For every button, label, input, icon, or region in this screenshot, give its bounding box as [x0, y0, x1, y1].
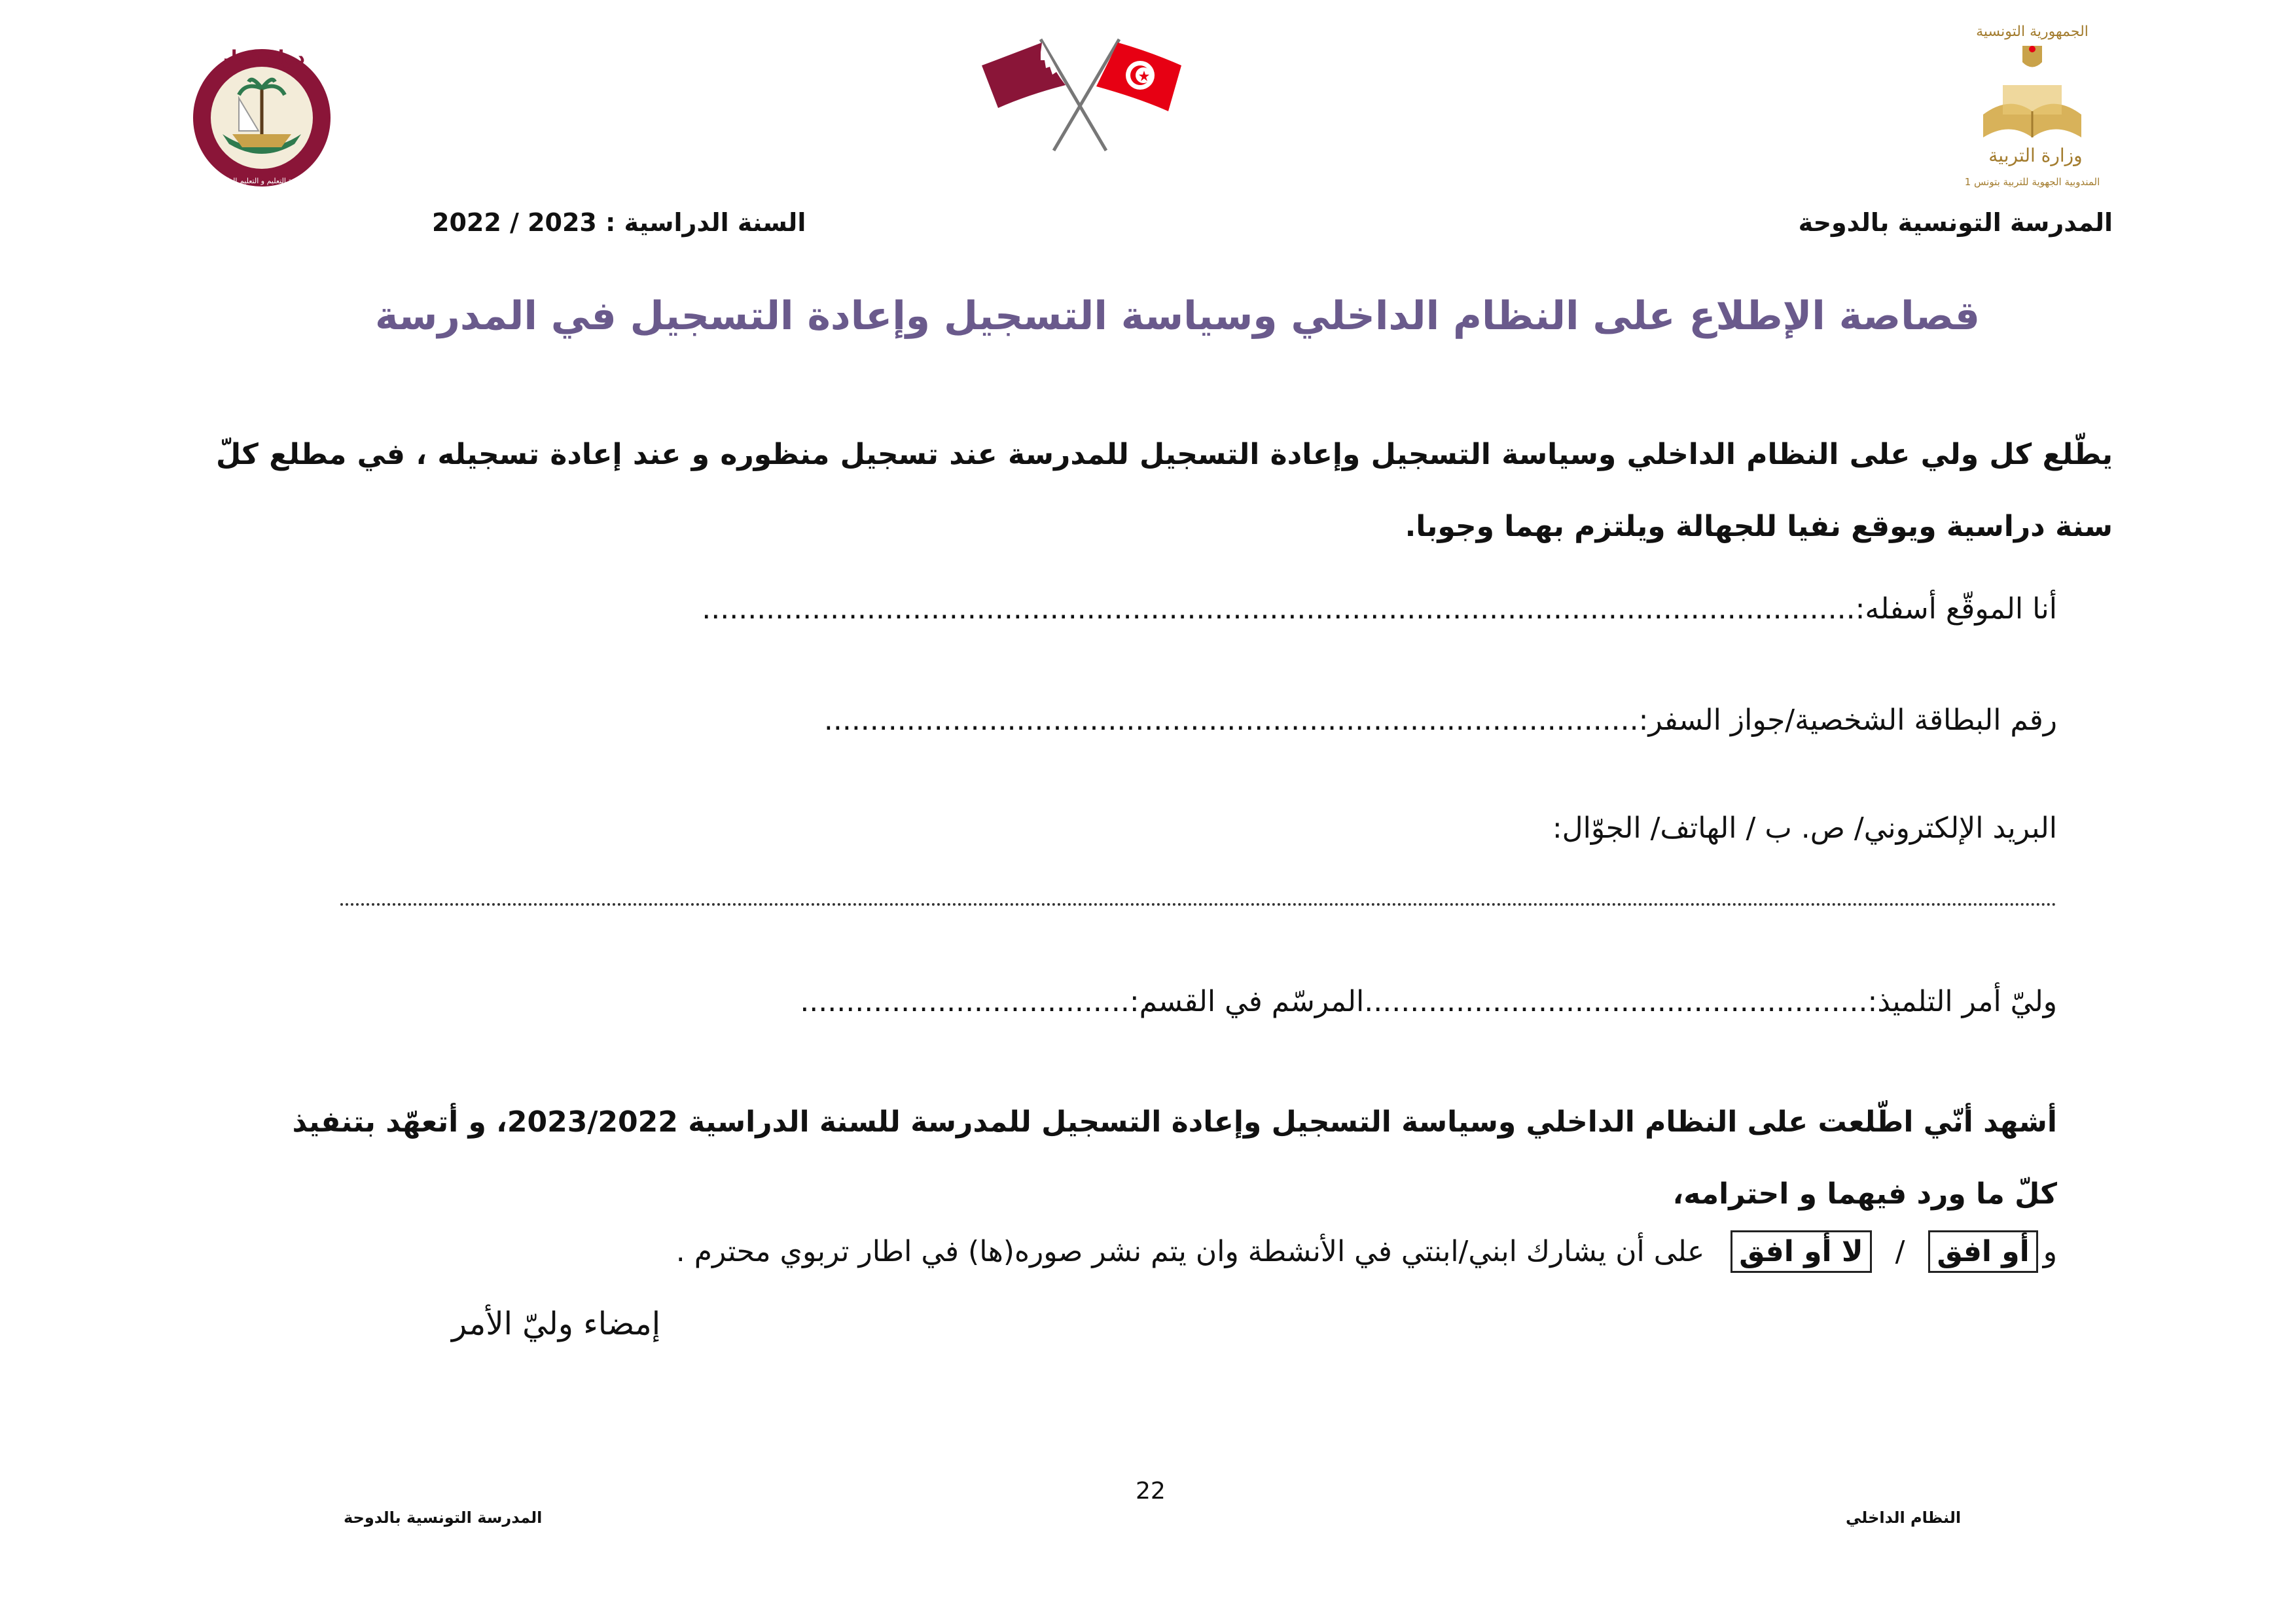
signer-field[interactable] [702, 592, 2057, 626]
id-dots: ......................................................................................... [823, 704, 1639, 737]
qatar-ministry-logo [177, 36, 347, 193]
class-label: المرسّم في القسم: [1129, 985, 1365, 1018]
footer-section-name: النظام الداخلي [1846, 1508, 1962, 1527]
contact-dotted-line[interactable] [340, 903, 2057, 906]
guardian-class-field[interactable] [800, 985, 2057, 1018]
document-title: قصاصة الإطلاع على النظام الداخلي وسياسة التسجيل وإعادة التسجيل في المدرسة [374, 293, 1981, 339]
consent-text: على أن يشارك ابني/ابنتي في الأنشطة وان يتم نشر صوره(ها) في اطار تربوي محترم . [675, 1235, 1705, 1268]
consent-prefix: و [2043, 1235, 2057, 1268]
intro-paragraph: يطّلع كل ولي على النظام الداخلي وسياسة التسجيل وإعادة التسجيل للمدرسة عند تسجيل منظوره و عند إعادة تسجيله ، في مطلع كلّ سنة دراسية ويوقع نفيا للجهالة ويلتزم بهما وجوبا. [216, 438, 2113, 543]
id-label: رقم البطاقة الشخصية/جواز السفر: [1638, 704, 2057, 737]
open-book-icon [1983, 85, 2081, 137]
guardian-signature-label[interactable]: إمضاء وليّ الأمر [452, 1306, 661, 1342]
school-year-value: 2022 / 2023 [432, 208, 597, 237]
guardian-label: وليّ أمر التلميذ: [1867, 985, 2057, 1018]
contact-label: البريد الإلكتروني/ ص. ب / الهاتف/ الجوّال: [1552, 812, 2057, 845]
agree-option[interactable]: أو افق [1928, 1230, 2037, 1273]
guardian-dots: ....................................................... [1364, 985, 1868, 1018]
tunisia-logo-subtitle: المندوبية الجهوية للتربية بتونس 1 [1964, 176, 2100, 188]
contact-field[interactable] [1552, 812, 2057, 845]
disagree-option[interactable]: لا أو افق [1731, 1230, 1871, 1273]
consent-line [676, 1230, 2057, 1273]
qatar-logo-title: دولة قطر [218, 46, 306, 68]
signer-dots: .............................................................................................................................. [702, 592, 1856, 626]
page-number: 22 [1136, 1478, 1166, 1505]
qatar-logo-subtitle: وزارة التعليم و التعليم العالي [219, 177, 305, 185]
crossed-flags [969, 26, 1191, 157]
emblem-icon [2022, 46, 2042, 67]
school-year-label: السنة الدراسية : [605, 208, 806, 237]
option-separator: / [1895, 1235, 1905, 1268]
school-name: المدرسة التونسية بالدوحة [1798, 208, 2113, 237]
qatar-flag-icon [982, 43, 1066, 108]
class-dots: .................................... [800, 985, 1130, 1018]
footer-school-name: المدرسة التونسية بالدوحة [344, 1508, 543, 1527]
tunisia-logo-title: الجمهورية التونسية [1976, 24, 2089, 40]
signer-label: أنا الموقّع أسفله: [1855, 592, 2057, 626]
id-passport-field[interactable] [824, 704, 2057, 737]
tunisia-ministry-logo [1931, 16, 2134, 193]
declaration-paragraph: أشهد أنّي اطّلعت على النظام الداخلي وسياسة التسجيل وإعادة التسجيل للمدرسة للسنة الدراسية 2023/2022، و أتعهّد بتنفيذ كلّ ما ورد فيهما و احترامه، [292, 1105, 2057, 1211]
school-year [432, 208, 806, 237]
tunisia-logo-ministry: وزارة التربية [1988, 145, 2083, 166]
tunisia-flag-icon [1096, 43, 1181, 111]
